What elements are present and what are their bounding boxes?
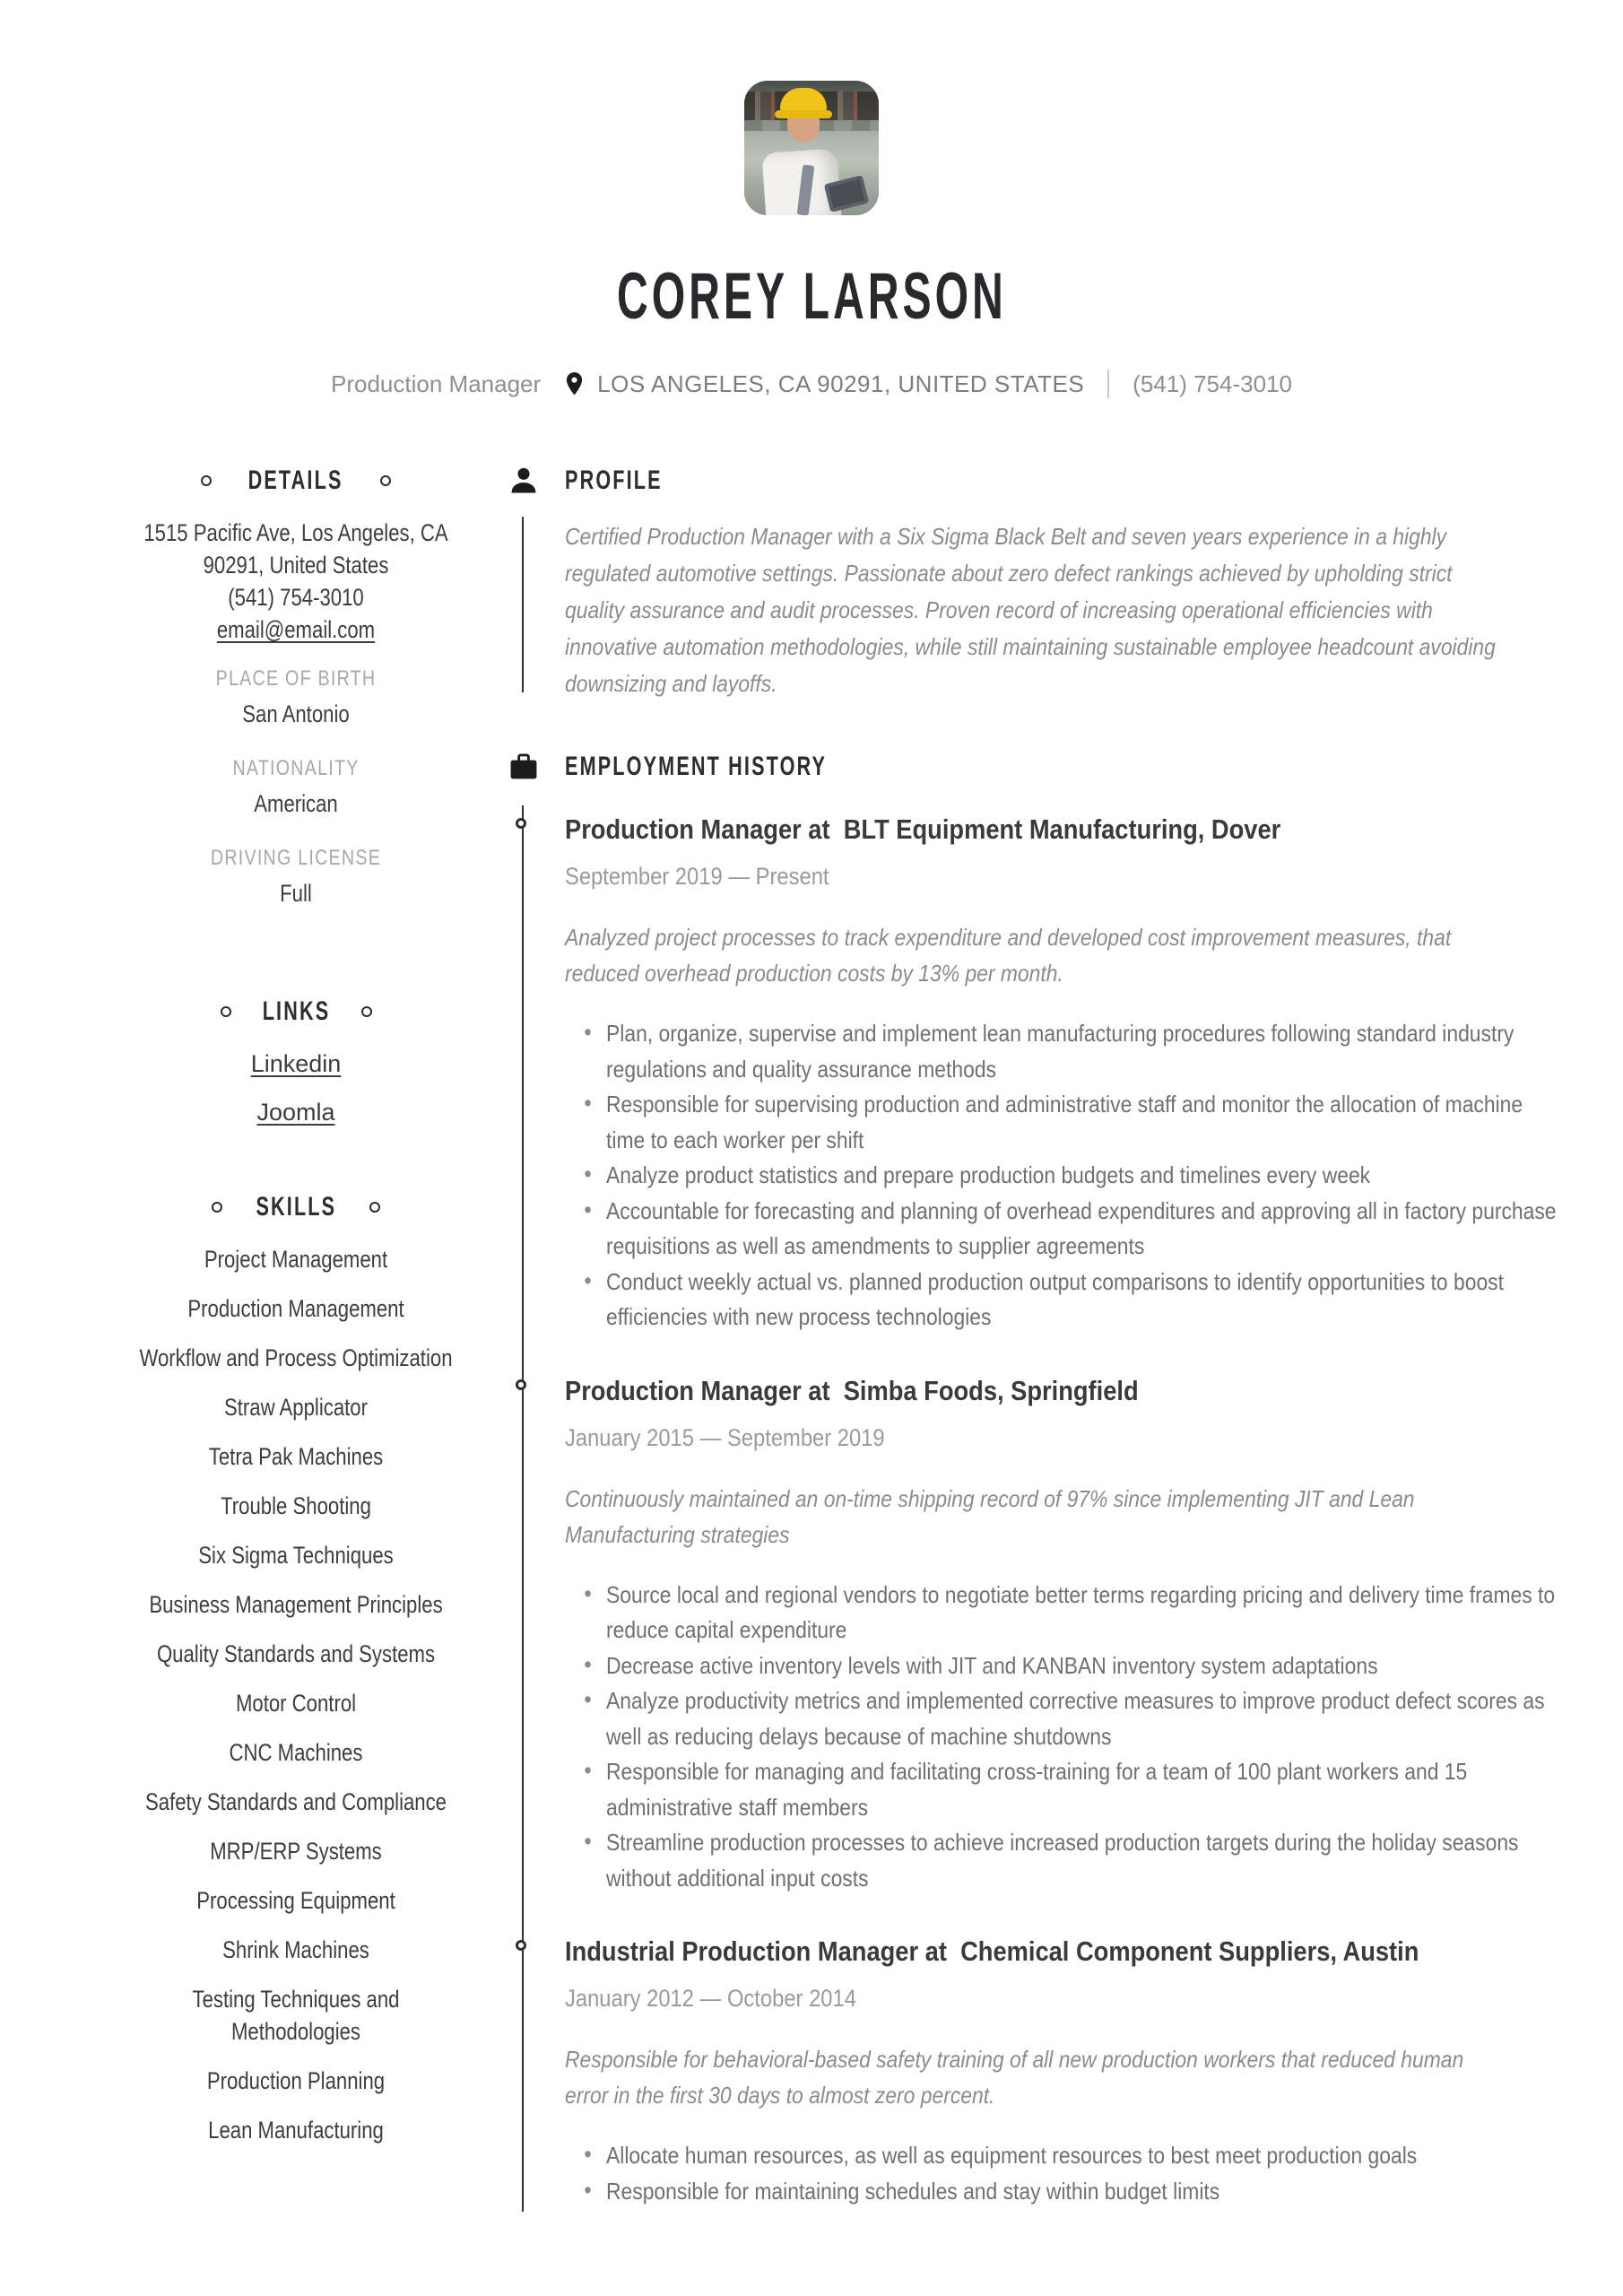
candidate-phone: (541) 754-3010 [1133,370,1292,397]
candidate-job-title: Production Manager [331,370,542,397]
ring-icon [212,1202,222,1213]
profile-section [508,463,1539,702]
job-bullet: • Responsible for managing and facilitating cross-training for a team of 100 plant workers and 15 administrative staff members [606,1754,1565,1825]
detail-field [99,667,493,728]
contact-line [0,366,1623,402]
skill-item: Shrink Machines [222,1936,369,1963]
skill-item: Tetra Pak Machines [208,1443,384,1470]
job-summary: Analyzed project processes to track expenditure and developed cost improvement measures, that reduced overhead production costs by 13% per month. [565,924,1452,987]
briefcase-icon [508,752,565,782]
skill-item: Production Planning [206,2067,386,2094]
address-line: 1515 Pacific Ave, Los Angeles, CA [143,519,448,546]
skill-item: CNC Machines [229,1739,363,1766]
job-entry [565,1934,1539,2209]
skill-item: Production Management [187,1295,404,1322]
ring-icon [221,1006,231,1017]
job-dates: January 2015 — September 2019 [565,1423,885,1451]
ring-icon [361,1006,372,1017]
contact-divider [1107,370,1109,398]
job-dates: January 2012 — October 2014 [565,1985,856,2012]
detail-field [99,847,493,908]
skill-item: Testing Techniques and Methodologies [192,1986,400,2045]
skill-item: Workflow and Process Optimization [139,1344,453,1371]
profile-photo [744,81,879,215]
job-bullet: • Allocate human resources, as well as equipment resources to best meet production goals [606,2138,1565,2174]
candidate-name: COREY LARSON [616,259,1007,333]
skill-item: Safety Standards and Compliance [145,1788,447,1815]
job-dates: September 2019 — Present [565,863,829,890]
email-row [135,613,458,646]
job-bullet: • Source local and regional vendors to negotiate better terms regarding pricing and delivery time frames to reduce capital expenditure [606,1578,1565,1648]
job-bullets [565,1578,1556,1897]
details-fields [99,667,493,908]
timeline-node-icon [516,1940,526,1951]
job-title: Production Manager at Simba Foods, Springfield [565,1374,1139,1406]
skill-item: Lean Manufacturing [208,2117,384,2144]
job-bullet: • Plan, organize, supervise and implement lean manufacturing procedures following standard industry regulations and quality assurance methods [606,1016,1565,1087]
links-heading: LINKS [99,994,493,1030]
job-summary: Continuously maintained an on-time shipping record of 97% since implementing JIT and Lean Manufacturing strategies [565,1484,1415,1548]
timeline-line [522,517,524,692]
employment-section [508,749,1557,2209]
links-list [99,1049,493,1126]
job-bullets [565,1016,1557,1335]
job-title: Industrial Production Manager at Chemical Component Suppliers, Austin [565,1935,1419,1967]
profile-heading: PROFILE [508,463,1539,499]
location-group [564,370,1084,398]
skill-item: Trouble Shooting [221,1492,371,1519]
sidebar-link-linkedin[interactable]: Linkedin [250,1050,342,1077]
job-bullet: • Responsible for maintaining schedules and stay within budget limits [606,2174,1565,2210]
photo-hat-brim [775,110,832,118]
job-entry [565,1373,1556,1897]
field-value: Full [280,880,312,907]
person-icon [508,465,565,496]
job-bullet: • Streamline production processes to achieve increased production targets during the holiday seasons without additional input costs [606,1825,1565,1896]
job-bullet: • Conduct weekly actual vs. planned production output comparisons to identify opportunities to boost efficiencies with new process technologies [606,1265,1565,1335]
timeline-line [522,805,524,2212]
skills-list [99,1243,493,2146]
address-block [99,517,493,646]
skills-heading: SKILLS [99,1189,493,1225]
field-label: NATIONALITY [232,756,360,780]
ring-icon [369,1202,380,1213]
profile-text: Certified Production Manager with a Six Sigma Black Belt and seven years experience in a highly regulated automotive settings. Passionate about zero defect rankings achieved by upholding strict quality assurance and audit processes. Proven record of increasing operational efficiencies with innovative automation methodologies, while still maintaining sustainable employee headcount avoiding downsizing and layoffs. [565,523,1496,697]
details-heading: DETAILS [99,463,493,499]
candidate-location: LOS ANGELES, CA 90291, UNITED STATES [597,370,1085,397]
timeline-node-icon [516,818,526,829]
skill-item: Project Management [204,1246,388,1273]
skill-item: Processing Equipment [196,1887,395,1914]
skill-item: Straw Applicator [224,1394,368,1421]
job-bullet: • Responsible for supervising production and administrative staff and monitor the allocation of machine time to each worker per shift [606,1087,1565,1158]
field-label: PLACE OF BIRTH [215,666,377,691]
skill-item: Motor Control [235,1690,357,1717]
job-bullet: • Accountable for forecasting and planning of overhead expenditures and approving all in factory purchase requisitions as well as amendments to supplier agreements [606,1194,1565,1265]
field-value: San Antonio [242,700,350,727]
ring-icon [380,475,391,486]
job-title: Production Manager at BLT Equipment Manufacturing, Dover [565,813,1281,845]
sidebar [99,463,493,2163]
skill-item: Six Sigma Techniques [198,1542,394,1569]
jobs-list [565,812,1557,2209]
job-bullet: • Decrease active inventory levels with JIT and KANBAN inventory system adaptations [606,1648,1565,1684]
job-bullets [565,2138,1539,2209]
skill-item: Business Management Principles [149,1591,443,1618]
job-summary: Responsible for behavioral-based safety training of all new production workers that reduced human error in the first 30 days to almost zero percent. [565,2046,1464,2109]
job-entry [565,812,1557,1335]
location-pin-icon [564,371,585,397]
skill-item: MRP/ERP Systems [210,1838,382,1865]
ring-icon [201,475,212,486]
field-value: American [254,790,338,817]
detail-field [99,757,493,818]
field-label: DRIVING LICENSE [210,846,382,870]
skill-item: Quality Standards and Systems [156,1640,436,1667]
address-line: 90291, United States [203,552,389,578]
sidebar-link-joomla[interactable]: Joomla [256,1099,335,1126]
main-column [508,463,1557,2209]
job-bullet: • Analyze product statistics and prepare production budgets and timelines every week [606,1158,1565,1194]
timeline-node-icon [516,1379,526,1390]
employment-heading: EMPLOYMENT HISTORY [508,749,1539,785]
job-bullet: • Analyze productivity metrics and implemented corrective measures to improve product defect scores as well as reducing delays because of machine shutdowns [606,1683,1565,1754]
phone-number: (541) 754-3010 [228,584,364,611]
email-link[interactable]: email@email.com [216,616,376,643]
